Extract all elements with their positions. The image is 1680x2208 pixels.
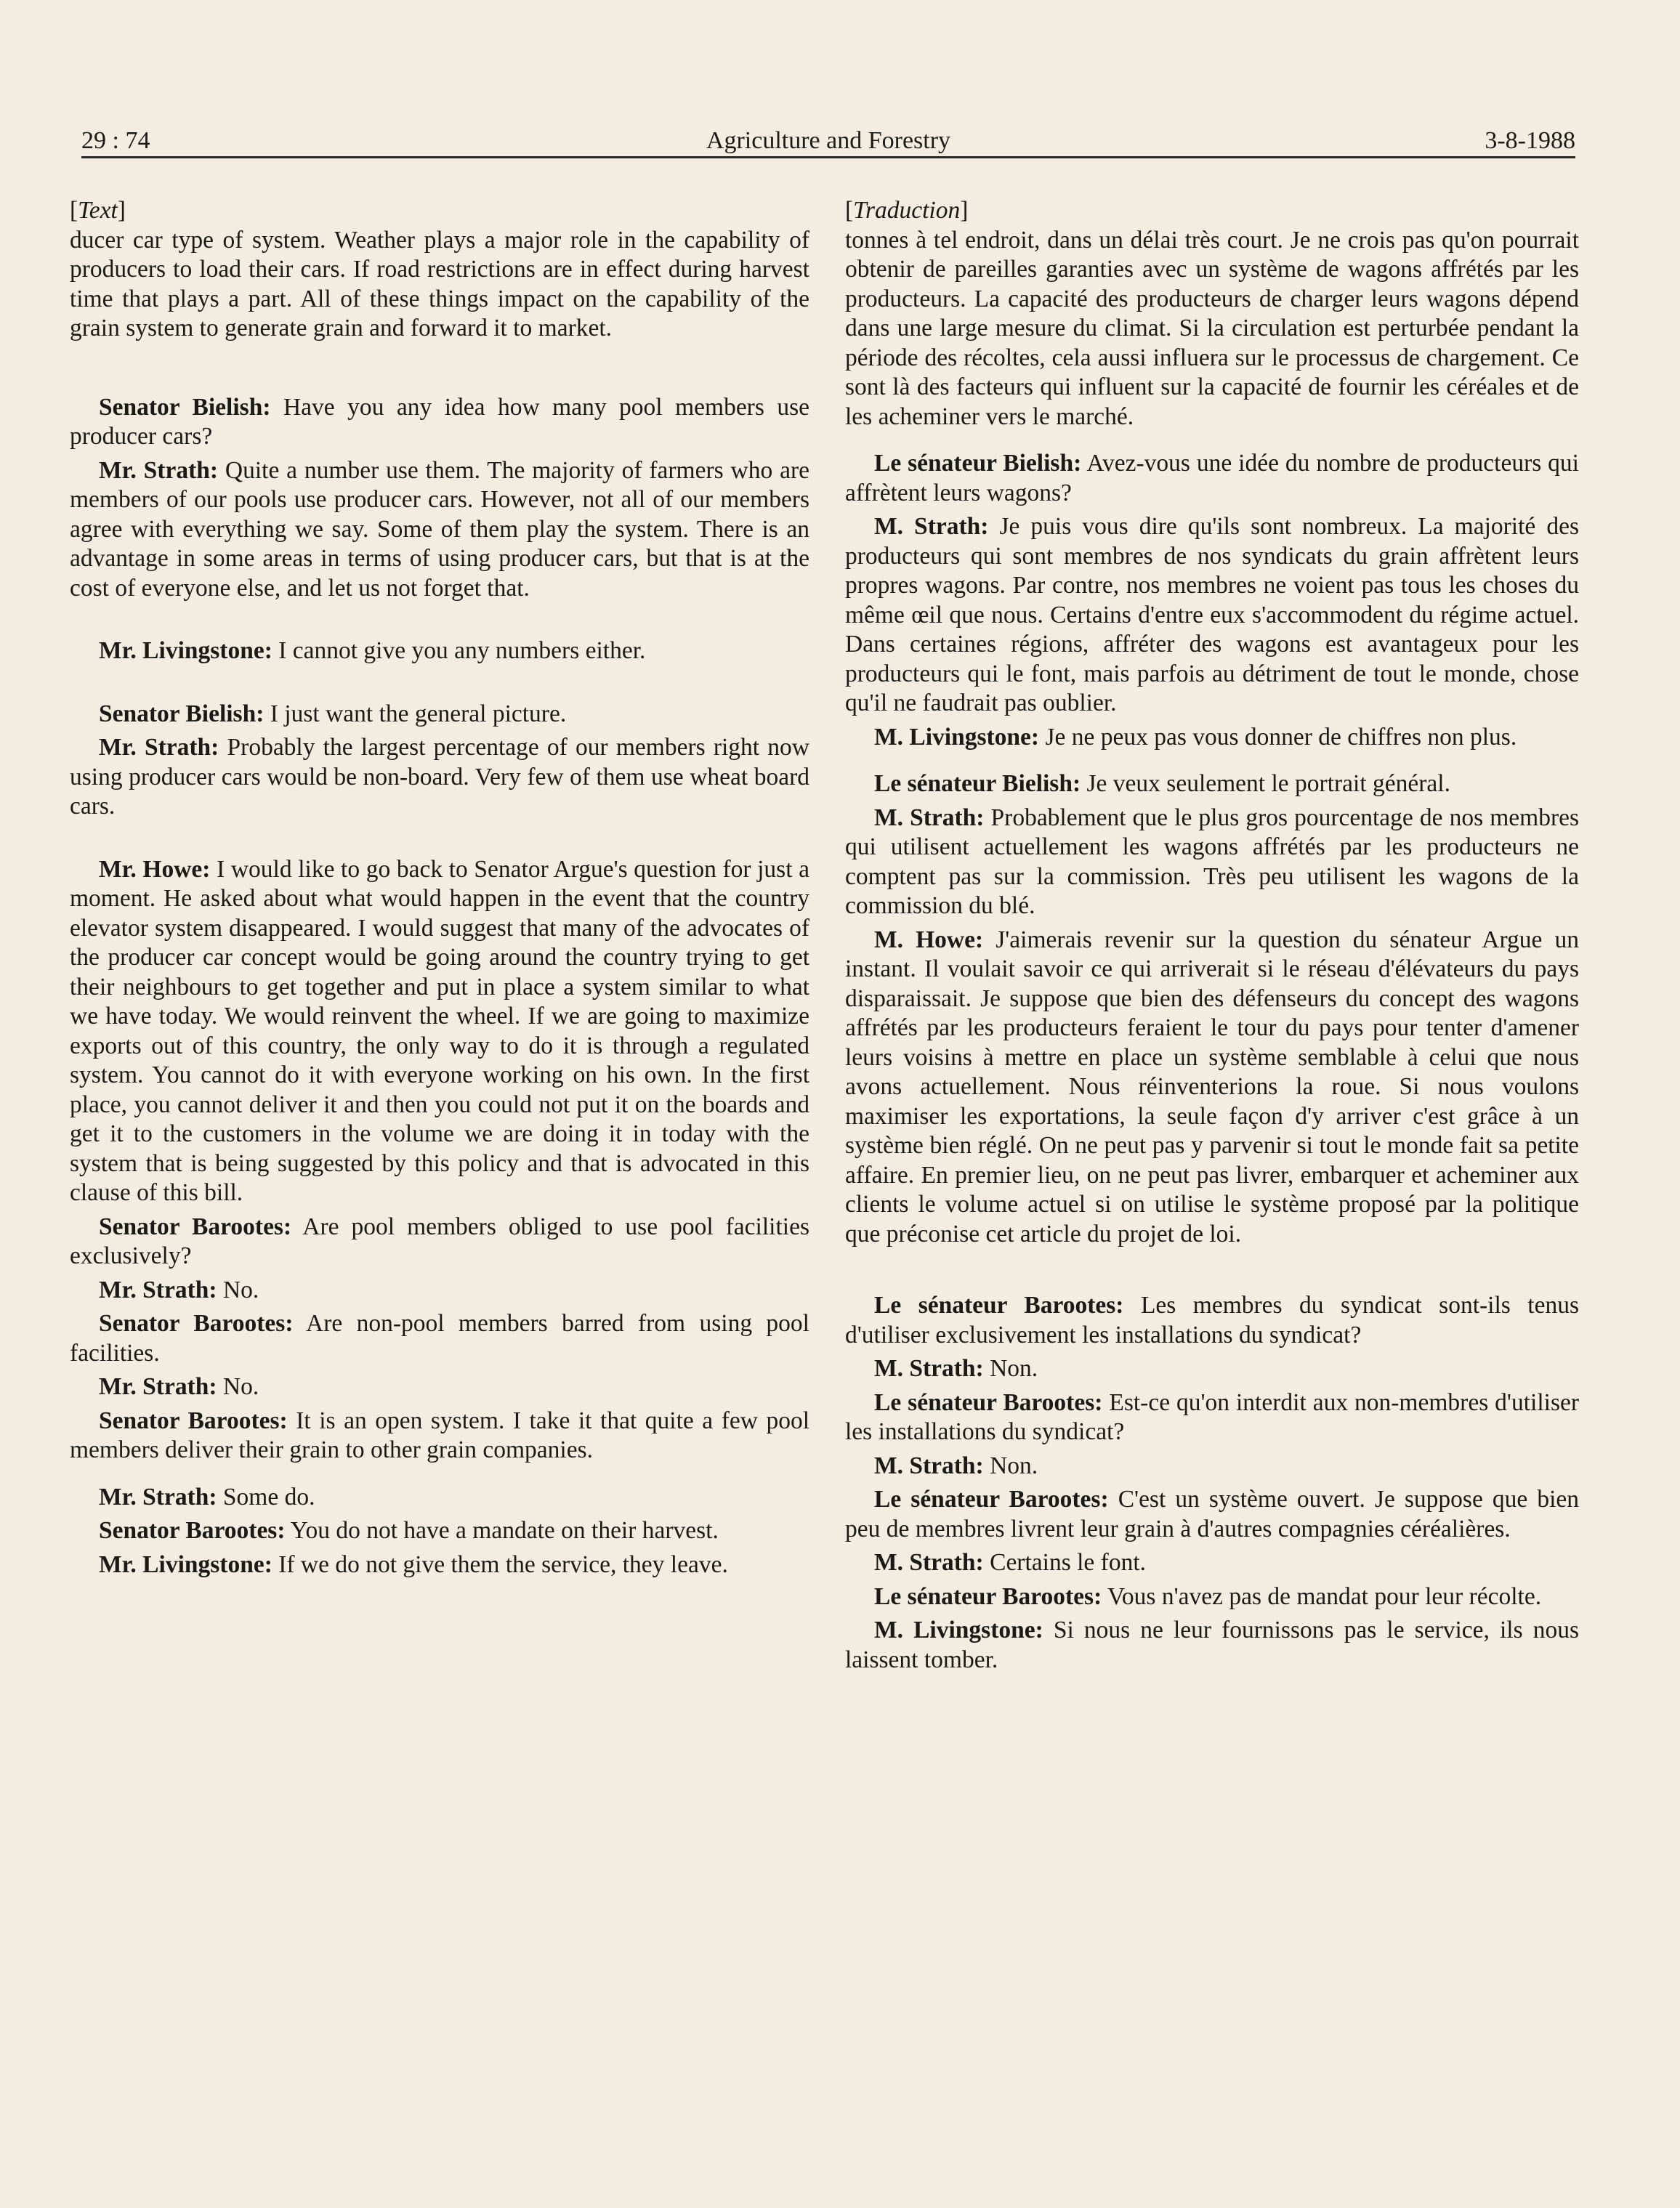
speech-text: Are pool members obliged to use pool facilities exclusively? — [70, 1213, 809, 1269]
speech-text: C'est un système ouvert. Je suppose que bien peu de membres livrent leur grain à d'autres compagnies céréalières. — [845, 1486, 1579, 1542]
speech-text: Je ne peux pas vous donner de chiffres non plus. — [1045, 723, 1517, 751]
speaker-name: Mr. Livingstone: — [99, 637, 272, 664]
speaker-name: M. Strath: — [874, 804, 985, 831]
opening-paragraph: tonnes à tel endroit, dans un délai très court. Je ne crois pas qu'on pourrait obtenir de pareilles garanties avec un système de wagons affrétés par les producteurs. La capacité des producteurs de charger leurs wagons dépend dans une large mesure du climat. Si la circulation est perturbée pendant la période des récoltes, cela aussi influera sur le processus de chargement. Ce sont là des facteurs qui influent sur la capacité de fournir les céréales et de les acheminer vers le marché. — [845, 226, 1579, 430]
header-rule — [81, 156, 1575, 158]
speech-turn — [70, 1483, 809, 1513]
speech-turn — [70, 1372, 809, 1402]
speaker-name: Le sénateur Barootes: — [874, 1292, 1124, 1319]
speech-turn — [845, 1452, 1579, 1481]
speech-text: Est-ce qu'on interdit aux non-membres d'utiliser les installations du syndicat? — [845, 1388, 1580, 1445]
page-number: 29 : 74 — [81, 127, 150, 154]
speaker-name: Le sénateur Barootes: — [874, 1582, 1102, 1610]
speaker-name: M. Strath: — [874, 1355, 984, 1382]
speaker-name: Senator Bielish: — [99, 700, 264, 727]
speech-text: Probably the largest percentage of our members right now using producer cars would be non-board. Very few of them use wheat board cars. — [70, 734, 810, 820]
speech-text: Non. — [990, 1355, 1038, 1382]
speech-turn — [70, 456, 809, 604]
speaker-name: Le sénateur Bielish: — [874, 770, 1081, 797]
speech-turn — [845, 1616, 1579, 1675]
speech-text: Je veux seulement le portrait général. — [1086, 770, 1450, 797]
speech-text: If we do not give them the service, they leave. — [278, 1550, 728, 1578]
speech-text: Quite a number use them. The majority of farmers who are members of our pools use producer cars. However, not all of our members agree with everything we say. Some of them play the system. There is an advantage in some areas in terms of using producer cars, but that is at the cost of everyone else, and let us not forget that. — [70, 456, 810, 602]
speech-turn — [70, 1550, 809, 1580]
speech-turn — [845, 449, 1579, 508]
speaker-name: Senator Barootes: — [99, 1310, 294, 1337]
speech-turn — [845, 804, 1579, 921]
speech-turn — [845, 1548, 1579, 1578]
speaker-name: Le sénateur Barootes: — [874, 1486, 1109, 1513]
speech-turn — [845, 1291, 1579, 1350]
speech-turn — [845, 1485, 1579, 1544]
speech-text: No. — [222, 1276, 259, 1303]
speech-text: Have you any idea how many pool members use producer cars? — [70, 393, 810, 450]
speech-text: I would like to go back to Senator Argue's question for just a moment. He asked about what would happen in the event that the country elevator system disappeared. I would suggest that many of the advocates of the producer car concept would be going around the country trying to get their neighbours to get together and put in place a system similar to what we have today. We would reinvent the wheel. If we are going to maximize exports out of this country, the only way to do it is through a regulated system. You cannot do it with everyone working on his own. In the first place, you cannot deliver it and then you could not put it on the boards and get it to the customers in the volume we are doing it in today with the system that is being suggested by this policy and that is advocated in this clause of this bill. — [70, 855, 810, 1206]
speaker-name: Mr. Strath: — [99, 1373, 217, 1400]
speech-text: Some do. — [222, 1483, 315, 1511]
speech-text: I just want the general picture. — [270, 700, 567, 727]
speech-turn — [845, 1582, 1579, 1612]
opening-paragraph: ducer car type of system. Weather plays a major role in the capability of producers to load their cars. If road restrictions are in effect during harvest time that plays a part. All of these things impact on the capability of the grain system to generate grain and forward it to market. — [70, 226, 809, 341]
speech-text: Vous n'avez pas de mandat pour leur récolte. — [1107, 1582, 1542, 1610]
running-title: Agriculture and Forestry — [706, 127, 951, 154]
speech-turn — [845, 926, 1579, 1250]
speaker-name: Senator Barootes: — [99, 1407, 288, 1434]
french-column — [845, 196, 1579, 1675]
speech-text: J'aimerais revenir sur la question du sénateur Argue un instant. Il voulait savoir ce qui arriverait si le réseau d'élévateurs du pays disparaissait. Je suppose que bien des défenseurs du concept des wagons affrétés par les producteurs feraient le tour du pays pour tenter d'amener leurs voisins à mettre en place un système semblable à celui que nous avons actuellement. Nous réinventerions la roue. Si nous voulons maximiser les exportations, la seule façon d'y arriver c'est grâce à un système bien réglé. On ne peut pas y parvenir si tout le monde fait sa petite affaire. En premier lieu, on ne peut pas livrer, embarquer et acheminer aux clients le volume actuel si on utilise le système proposé par la politique que préconise cet article du projet de loi. — [845, 926, 1579, 1247]
speech-turn — [845, 512, 1579, 719]
speaker-name: Mr. Strath: — [99, 456, 219, 484]
speech-turn — [845, 769, 1579, 799]
speaker-name: Senator Bielish: — [99, 393, 271, 421]
speaker-name: Senator Barootes: — [99, 1213, 292, 1240]
speech-text: Avez-vous une idée du nombre de producteurs qui affrètent leurs wagons? — [845, 450, 1579, 506]
column-label-traduction: [ Traduction ] — [845, 196, 1579, 226]
speech-turn — [845, 1354, 1579, 1384]
speech-text: Si nous ne leur fournissons pas le service, ils nous laissent tomber. — [845, 1617, 1579, 1673]
speech-turn — [70, 1309, 809, 1368]
speaker-name: M. Howe: — [874, 926, 984, 953]
speech-turn — [70, 1516, 809, 1546]
speech-turn — [70, 636, 809, 666]
speaker-name: Mr. Howe: — [99, 855, 211, 883]
speech-turn — [70, 1407, 809, 1465]
speech-text: You do not have a mandate on their harvest. — [290, 1517, 719, 1544]
speech-text: It is an open system. I take it that quite a few pool members deliver their grain to other grain companies. — [70, 1407, 810, 1463]
speech-text: Je puis vous dire qu'ils sont nombreux. La majorité des producteurs qui sont membres de nos syndicats du grain affrètent leurs propres wagons. Par contre, nos membres ne voient pas tous les choses du même œil que nous. Certains d'entre eux s'accommodent du régime actuel. Dans certaines régions, affréter des wagons est avantageux pour les producteurs qui le font, mais parfois au détriment de tout le monde, chose qu'il ne faudrait pas oublier. — [845, 513, 1579, 716]
speech-text: Certains le font. — [990, 1549, 1146, 1576]
speaker-name: Mr. Strath: — [99, 1276, 217, 1303]
speaker-name: Mr. Strath: — [99, 1483, 217, 1511]
speech-turn — [70, 393, 809, 452]
speech-turn — [845, 723, 1579, 753]
column-label-text: [ Text ] — [70, 196, 809, 226]
speech-turn — [845, 1388, 1579, 1447]
speech-turn — [70, 1276, 809, 1306]
speaker-name: M. Livingstone: — [874, 723, 1040, 751]
speech-text: Probablement que le plus gros pourcentage de nos membres qui utilisent actuellement les wagons affrétés par les producteurs ne comptent pas sur la commission. Très peu utilisent les wagons de la commission du blé. — [845, 804, 1580, 919]
header-date: 3-8-1988 — [1485, 127, 1575, 154]
speech-turn — [70, 1213, 809, 1271]
speaker-name: M. Strath: — [874, 1549, 984, 1576]
speaker-name: M. Strath: — [874, 1452, 984, 1479]
speech-turn — [70, 733, 809, 822]
speech-turn — [70, 700, 809, 729]
speaker-name: M. Livingstone: — [874, 1617, 1043, 1643]
speaker-name: Mr. Livingstone: — [99, 1550, 272, 1578]
speech-text: Non. — [990, 1452, 1038, 1479]
speaker-name: M. Strath: — [874, 513, 989, 540]
english-column — [70, 196, 809, 1580]
speaker-name: Mr. Strath: — [99, 734, 219, 761]
speaker-name: Le sénateur Barootes: — [874, 1388, 1103, 1416]
speech-text: Are non-pool members barred from using pool facilities. — [70, 1310, 809, 1367]
speaker-name: Le sénateur Bielish: — [874, 450, 1082, 477]
speech-text: Les membres du syndicat sont-ils tenus d'utiliser exclusivement les installations du syndicat? — [845, 1292, 1579, 1348]
speech-turn — [70, 855, 809, 1208]
speaker-name: Senator Barootes: — [99, 1517, 286, 1544]
speech-text: I cannot give you any numbers either. — [278, 637, 646, 664]
speech-text: No. — [222, 1373, 259, 1400]
